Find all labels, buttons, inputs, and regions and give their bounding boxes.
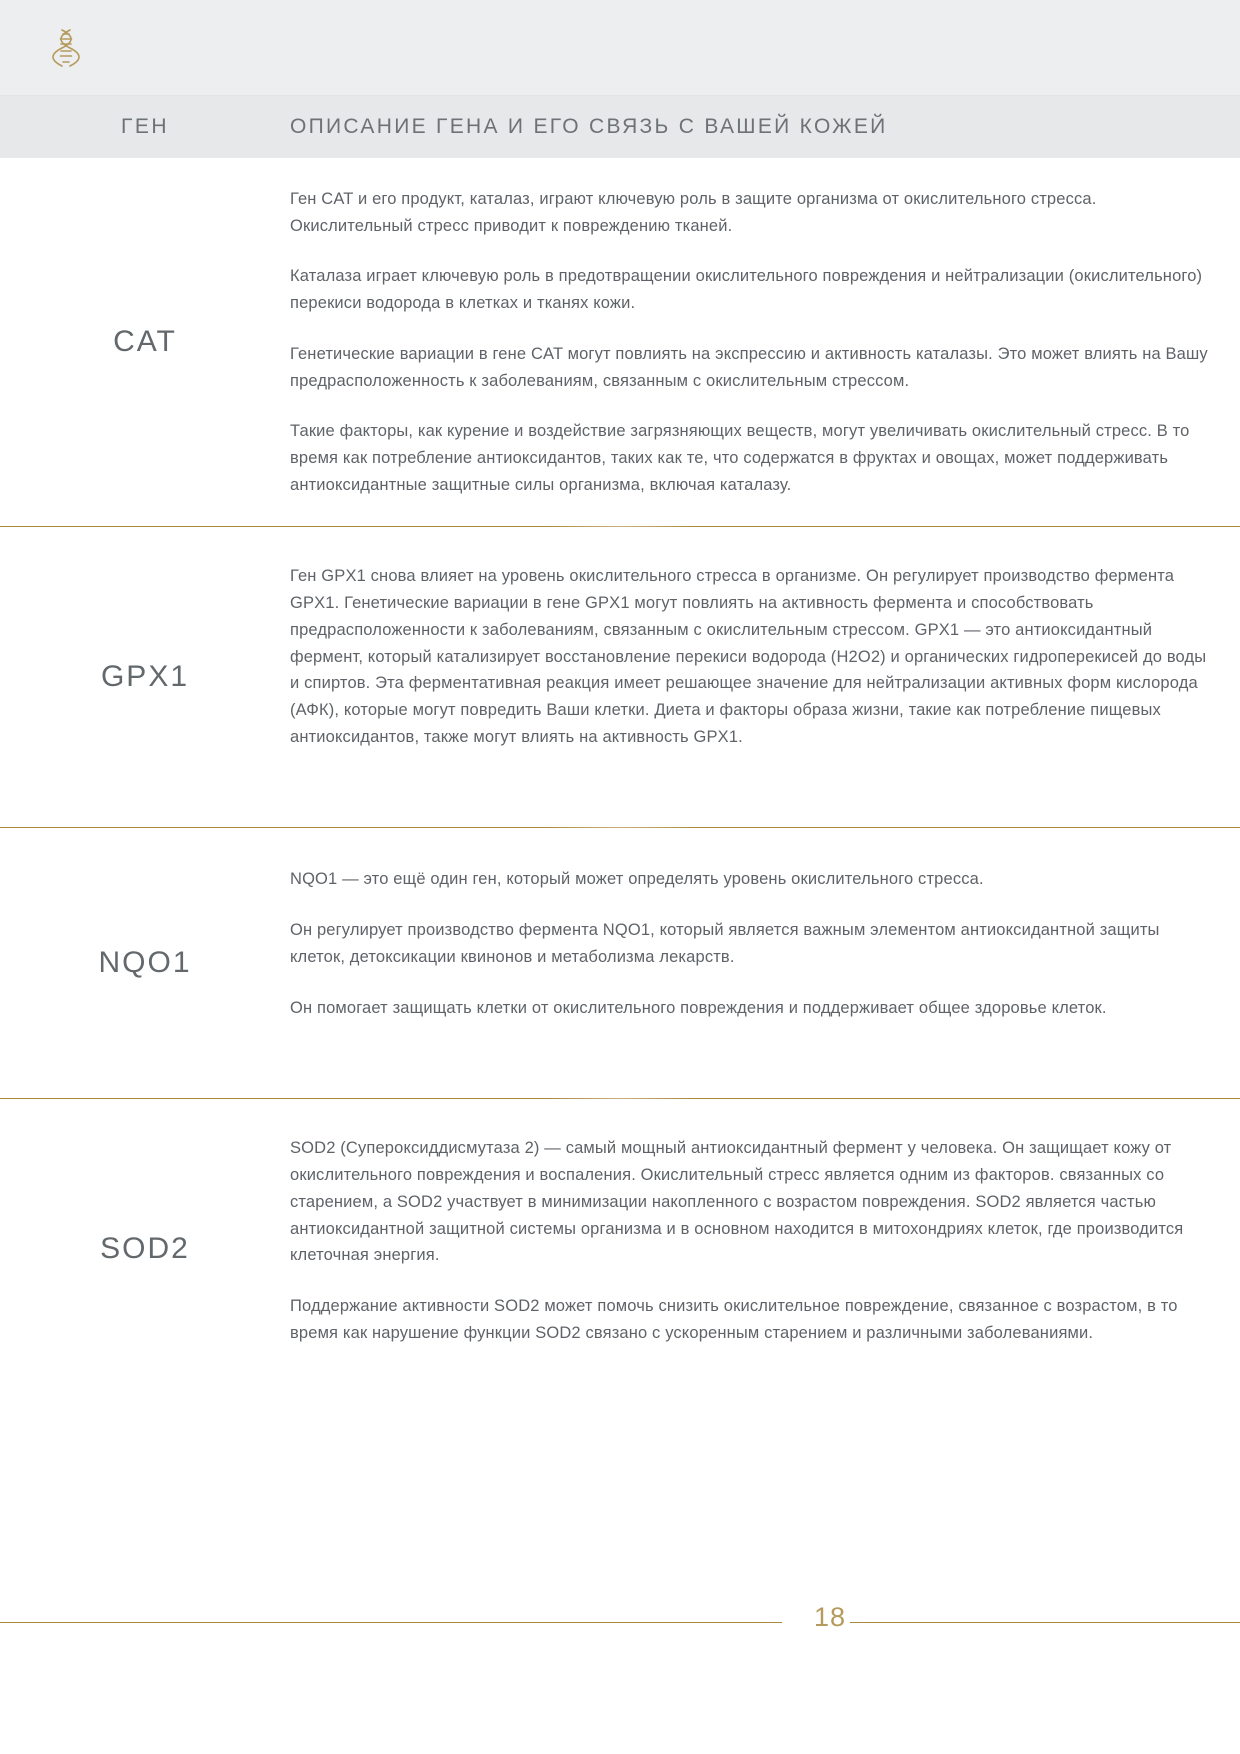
table-row xyxy=(0,527,1240,827)
paragraph: Он регулирует производство фермента NQO1, который является важным элементом антиоксидантной защиты клеток, детоксикации квинонов и метаболизма лекарств. xyxy=(290,921,1160,966)
page-footer xyxy=(0,1602,1240,1642)
paragraph: Генетические вариации в гене CAT могут повлиять на экспрессию и активность каталазы. Это может влиять на Вашу предрасположенность к заболеваниям, связанным с окислительным стрессом. xyxy=(290,344,1208,390)
table-row xyxy=(0,828,1240,1098)
paragraph: Поддержание активности SOD2 может помочь снизить окислительное повреждение, связанное с возрастом, в то время как нарушение функции SOD2 связано с ускоренным старением и различными заболеваниями. xyxy=(290,1297,1178,1342)
gene-name: SOD2 xyxy=(100,1232,190,1266)
gene-description xyxy=(290,828,1240,1098)
paragraph: Ген GPX1 снова влияет на уровень окислительного стресса в организме. Он регулирует производство фермента GPX1. Генетические вариации в гене GPX1 могут повлиять на активность фермента и способствовать предрасположенности к заболеваниям, связанным с окислительным стрессом. GPX1 — это антиоксидантный фермент, который катализирует восстановление перекиси водорода (H2O2) и органических гидроперекисей до воды и спиртов. Эта ферментативная реакция имеет решающее значение для нейтрализации активных форм кислорода (АФК), которые могут повредить Ваши клетки. Диета и факторы образа жизни, такие как потребление пищевых антиоксидантов, также могут влиять на активность GPX1. xyxy=(290,567,1207,746)
gene-description xyxy=(290,1099,1240,1399)
paragraph: SOD2 (Супероксиддисмутаза 2) — самый мощный антиоксидантный фермент у человека. Он защищает кожу от окислительного повреждения и воспаления. Окислительный стресс является одним из факторов. связанных со старением, а SOD2 участвует в минимизации накопленного с возрастом повреждения. SOD2 является частью антиоксидантной защитной системы организма и в основном находится в митохондриях клеток, где производится клеточная энергия. xyxy=(290,1139,1184,1265)
gene-name: NQO1 xyxy=(98,946,192,980)
gene-table xyxy=(0,158,1240,1399)
table-row xyxy=(0,1099,1240,1399)
table-header-row xyxy=(0,96,1240,158)
paragraph: Ген CAT и его продукт, каталаз, играют ключевую роль в защите организма от окислительного стресса. Окислительный стресс приводит к повреждению тканей. xyxy=(290,190,1097,235)
gene-description xyxy=(290,527,1240,827)
page-number: 18 xyxy=(814,1602,847,1632)
footer-rule-right xyxy=(850,1622,1240,1623)
page-topbar xyxy=(0,0,1240,96)
table-row xyxy=(0,158,1240,526)
footer-rule-left xyxy=(0,1622,782,1623)
paragraph: Такие факторы, как курение и воздействие загрязняющих веществ, могут увеличивать окислительный стресс. В то время как потребление антиоксидантов, таких как те, что содержатся в фруктах и овощах, может поддерживать антиоксидантные защитные силы организма, включая каталазу. xyxy=(290,422,1190,494)
dna-helix-icon xyxy=(40,20,96,76)
paragraph: Каталаза играет ключевую роль в предотвращении окислительного повреждения и нейтрализации (окислительного) перекиси водорода в клетках и тканях кожи. xyxy=(290,267,1203,313)
paragraph: NQO1 — это ещё один ген, который может определять уровень окислительного стресса. xyxy=(290,870,984,889)
column-header-description: ОПИСАНИЕ ГЕНА И ЕГО СВЯЗЬ С ВАШЕЙ КОЖЕЙ xyxy=(290,115,888,138)
gene-name: CAT xyxy=(113,325,177,359)
gene-description xyxy=(290,158,1240,526)
column-header-gene: ГЕН xyxy=(120,115,170,138)
gene-name: GPX1 xyxy=(100,660,190,694)
paragraph: Он помогает защищать клетки от окислительного повреждения и поддерживает общее здоровье клеток. xyxy=(290,998,1107,1017)
